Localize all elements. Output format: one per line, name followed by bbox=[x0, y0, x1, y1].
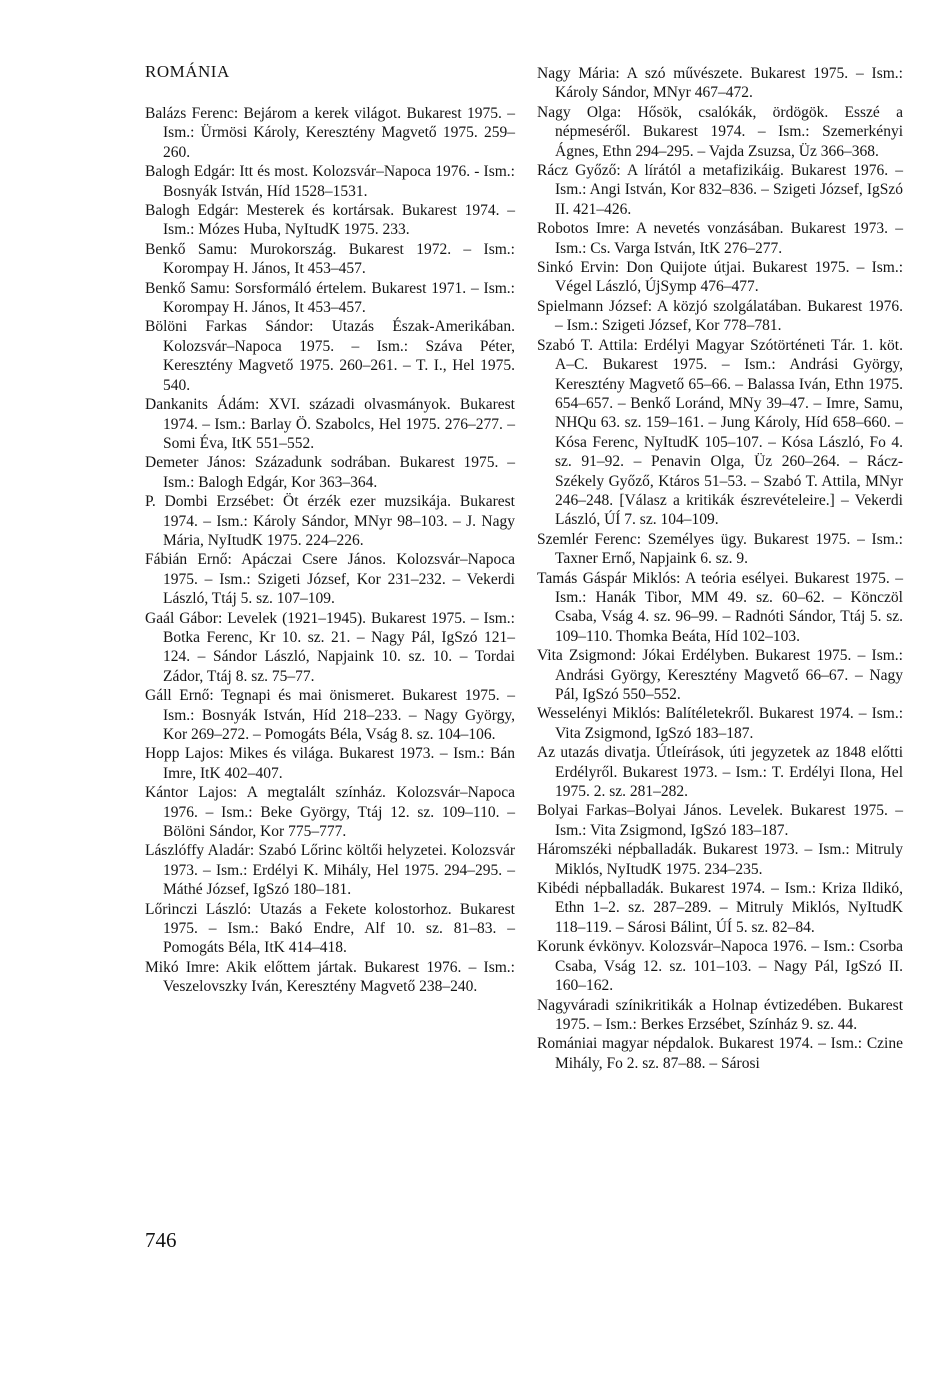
bibliography-entry: Dankanits Ádám: XVI. századi olvasmányok. Bukarest 1974. – Ism.: Barlay Ö. Szabolcs, Hel 1975. 276–277. – Somi Éva, ItK 551–552. bbox=[145, 396, 515, 452]
bibliography-entry: Romániai magyar népdalok. Bukarest 1974. – Ism.: Czine Mihály, Fo 2. sz. 87–88. – Sárosi bbox=[537, 1035, 903, 1072]
bibliography-entry: Gáll Ernő: Tegnapi és mai önismeret. Bukarest 1975. – Ism.: Bosnyák István, Híd 218–233. – Nagy György, Kor 269–272. – Pomogáts Béla, Vság 8. sz. 104–106. bbox=[145, 687, 515, 743]
bibliography-entry: Fábián Ernő: Apáczai Csere János. Kolozsvár–Napoca 1975. – Ism.: Szigeti József, Kor 231–232. – Vekerdi László, Ttáj 5. sz. 107–109. bbox=[145, 551, 515, 608]
bibliography-entry: Szemlér Ferenc: Személyes ügy. Bukarest 1975. – Ism.: Taxner Ernő, Napjaink 6. sz. 9. bbox=[537, 530, 903, 568]
bibliography-entry: Rácz Győző: A lírától a metafizikáig. Bukarest 1976. – Ism.: Angi István, Kor 832–836. – Szigeti József, IgSzó II. 421–426. bbox=[537, 162, 903, 218]
bibliography-entry: Gaál Gábor: Levelek (1921–1945). Bukarest 1975. – Ism.: Botka Ferenc, Kr 10. sz. 21. – Nagy Pál, IgSzó 121–124. – Sándor László, Napjaink 10. sz. 10. – Tordai Zádor, Ttáj 8. sz. 75–77. bbox=[145, 609, 515, 685]
bibliography-entry: Nagy Mária: A szó művészete. Bukarest 1975. – Ism.: Károly Sándor, MNyr 467–472. bbox=[537, 65, 903, 102]
bibliography-entry: Bölöni Farkas Sándor: Utazás Észak-Amerikában. Kolozsvár–Napoca 1975. – Ism.: Száva Péter, Keresztény Magvető 1975. 260–261. – T. I., Hel 1975. 540. bbox=[145, 318, 515, 394]
bibliography-entry: Az utazás divatja. Útleírások, úti jegyzetek az 1848 előtti Erdélyről. Bukarest 1973. – Ism.: T. Erdélyi Ilona, Hel 1975. 2. sz. 281–282. bbox=[537, 744, 903, 801]
page-heading: ROMÁNIA bbox=[145, 62, 230, 81]
bibliography-entry: Bolyai Farkas–Bolyai János. Levelek. Bukarest 1975. – Ism.: Vita Zsigmond, IgSzó 183–187. bbox=[537, 802, 903, 839]
bibliography-entry: Lőrinczi László: Utazás a Fekete kolostorhoz. Bukarest 1975. – Ism.: Bakó Endre, Alf 10. sz. 81–83. – Pomogáts Béla, ItK 414–418. bbox=[145, 900, 515, 957]
bibliography-entry: Nagyváradi színikritikák a Holnap évtizedében. Bukarest 1975. – Ism.: Berkes Erzsébet, Színház 9. sz. 44. bbox=[537, 996, 903, 1033]
bibliography-entry: Balázs Ferenc: Bejárom a kerek világot. Bukarest 1975. – Ism.: Ürmösi Károly, Keresztény Magvető 1975. 259–260. bbox=[145, 105, 515, 161]
bibliography-entry: Nagy Olga: Hősök, csalókák, ördögök. Esszé a népmeséről. Bukarest 1974. – Ism.: Szemerkényi Ágnes, Ethn 294–295. – Vajda Zsuzsa, Üz 366–368. bbox=[537, 103, 903, 160]
bibliography-entry: Szabó T. Attila: Erdélyi Magyar Szótörténeti Tár. 1. köt. A–C. Bukarest 1975. – Ism.: Andrási György, Keresztény Magvető 65–66. – Balassa Iván, Ethn 1975. 654–657. – Benkő Loránd, MNy 39–47. – Imre, Samu, NHQu 63. sz. 159–161. – Jung Károly, Híd 658–660. – Kósa Ferenc, NyItudK 105–107. – Kósa László, Fo 4. sz. 91–92. – Penavin Olga, Üz 260–264. – Rácz-Székely Győző, Ktáros 51–53. – Szabó T. Attila, MNyr 246–248. [Válasz a kritikák észrevételeire.] – Vekerdi László, ÚÍ 7. sz. 104–109. bbox=[537, 336, 903, 529]
bibliography-entry: P. Dombi Erzsébet: Öt érzék ezer muzsikája. Bukarest 1974. – Ism.: Károly Sándor, MNyr 98–103. – J. Nagy Mária, NyItudK 1975. 224–226. bbox=[145, 493, 515, 549]
bibliography-entry: Tamás Gáspár Miklós: A teória esélyei. Bukarest 1975. – Ism.: Hanák Tibor, MM 49. sz. 60–62. – Könczöl Csaba, Vság 4. sz. 96–99. – Radnóti Sándor, Ttáj 5. sz. 109–110. Thomka Beáta, Híd 102–103. bbox=[537, 569, 903, 645]
bibliography-entry: Kántor Lajos: A megtalált színház. Kolozsvár–Napoca 1976. – Ism.: Beke György, Ttáj 12. sz. 109–110. – Bölöni Sándor, Kor 775–777. bbox=[145, 784, 515, 841]
bibliography-entry: Spielmann József: A közjó szolgálatában. Bukarest 1976. – Ism.: Szigeti József, Kor 778–781. bbox=[537, 297, 903, 335]
bibliography-entry: Mikó Imre: Akik előttem jártak. Bukarest 1976. – Ism.: Veszelovszky Iván, Keresztény Magvető 238–240. bbox=[145, 958, 515, 996]
bibliography-entry: Robotos Imre: A nevetés vonzásában. Bukarest 1973. – Ism.: Cs. Varga István, ItK 276–277. bbox=[537, 220, 903, 257]
left-column bbox=[145, 104, 515, 997]
right-column bbox=[537, 64, 903, 1073]
page-number: 746 bbox=[145, 1228, 177, 1252]
bibliography-entry: Háromszéki népballadák. Bukarest 1973. – Ism.: Mitruly Miklós, NyItudK 1975. 234–235. bbox=[537, 841, 903, 878]
bibliography-entry: Balogh Edgár: Itt és most. Kolozsvár–Napoca 1976. - Ism.: Bosnyák István, Híd 1528–1531. bbox=[145, 163, 515, 200]
bibliography-entry: Benkő Samu: Murokország. Bukarest 1972. – Ism.: Korompay H. János, It 453–457. bbox=[145, 240, 515, 278]
bibliography-entry: Balogh Edgár: Mesterek és kortársak. Bukarest 1974. – Ism.: Mózes Huba, NyItudK 1975. 233. bbox=[145, 202, 515, 239]
bibliography-entry: Sinkó Ervin: Don Quijote útjai. Bukarest 1975. – Ism.: Végel László, ÚjSymp 476–477. bbox=[537, 259, 903, 296]
bibliography-entry: Demeter János: Századunk sodrában. Bukarest 1975. – Ism.: Balogh Edgár, Kor 363–364. bbox=[145, 454, 515, 491]
bibliography-entry: Lászlóffy Aladár: Szabó Lőrinc költői helyzetei. Kolozsvár 1973. – Ism.: Erdélyi K. Mihály, Hel 1975. 294–295. – Máthé József, IgSzó 180–181. bbox=[145, 842, 515, 899]
bibliography-entry: Hopp Lajos: Mikes és világa. Bukarest 1973. – Ism.: Bán Imre, ItK 402–407. bbox=[145, 745, 515, 782]
bibliography-entry: Vita Zsigmond: Jókai Erdélyben. Bukarest 1975. – Ism.: Andrási György, Keresztény Magvető 66–67. – Nagy Pál, IgSzó 550–552. bbox=[537, 647, 903, 703]
bibliography-entry: Kibédi népballadák. Bukarest 1974. – Ism.: Kriza Ildikó, Ethn 1–2. sz. 287–289. – Mitruly Miklós, NyItudK 118–119. – Sárosi Bálint, ÚÍ 5. sz. 82–84. bbox=[537, 880, 903, 936]
bibliography-entry: Benkő Samu: Sorsformáló értelem. Bukarest 1971. – Ism.: Korompay H. János, It 453–457. bbox=[145, 279, 515, 317]
bibliography-entry: Korunk évkönyv. Kolozsvár–Napoca 1976. – Ism.: Csorba Csaba, Vság 12. sz. 101–103. – Nagy Pál, IgSzó II. 160–162. bbox=[537, 938, 903, 995]
bibliography-entry: Wesselényi Miklós: Balítéletekről. Bukarest 1974. – Ism.: Vita Zsigmond, IgSzó 183–187. bbox=[537, 705, 903, 742]
